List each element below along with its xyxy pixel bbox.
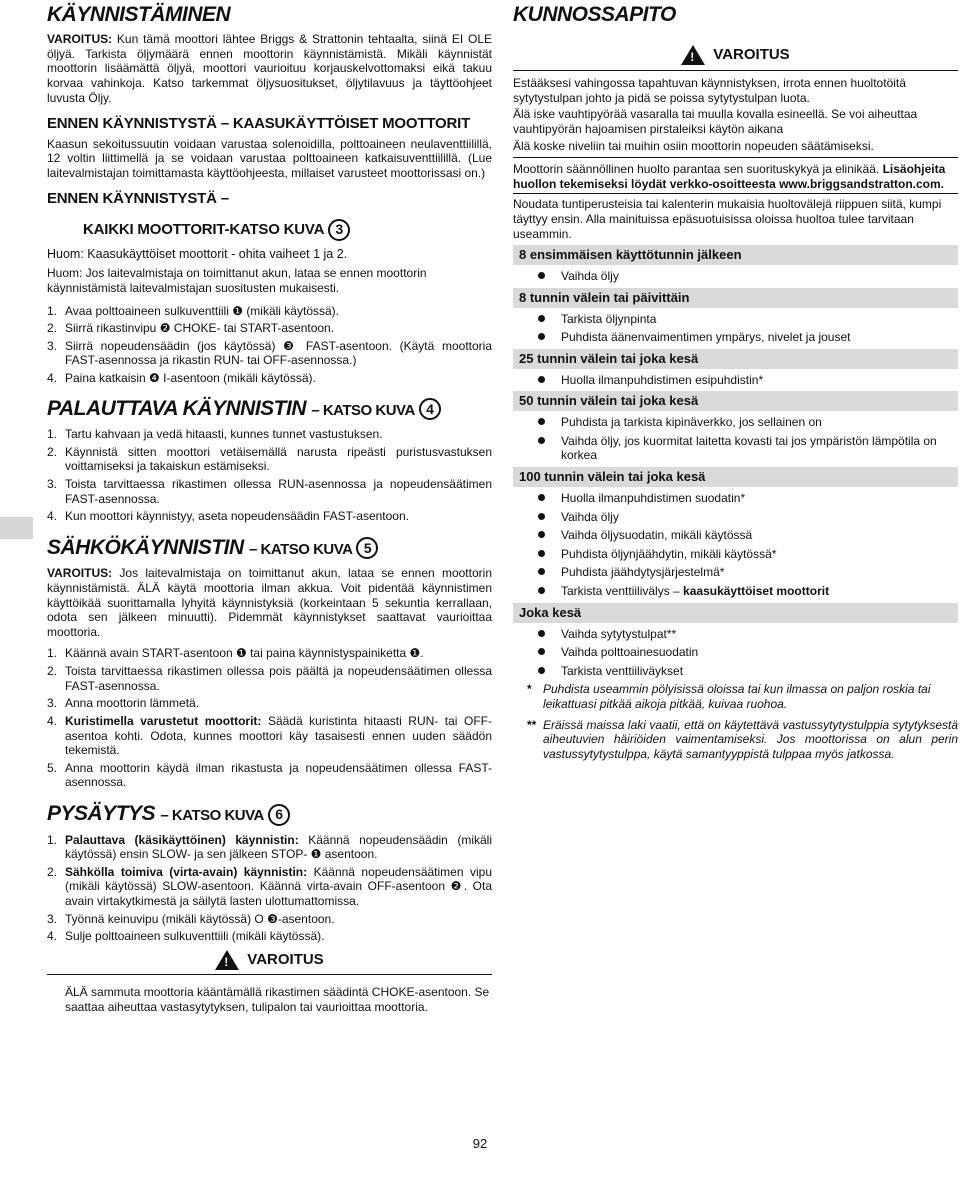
battery-note: Huom: Jos laitevalmistaja on toimittanut akun, lataa se ennen moottorin käynnistämistä laitevalmistajan suositusten mukaisesti. [47, 266, 427, 295]
stop-warning-box [47, 948, 492, 1014]
list-item: Huolla ilmanpuhdistimen suodatin* [513, 491, 958, 506]
maintenance-warning-title: ! VAROITUS [513, 43, 958, 67]
list-item: 3. Työnnä keinuvipu (mikäli käytössä) O ❸-asentoon. [47, 911, 335, 926]
all-engines-heading: KAIKKI MOOTTORIT-KATSO KUVA 3 [47, 219, 492, 241]
warning-line: Estääksesi vahingossa tapahtuvan käynnistyksen, irrota ennen huoltotöitä sytytystulpan johto ja pidä se poissa sytytystulpan luota. [513, 76, 906, 105]
list-item: Tarkista venttiilivälys – kaasukäyttöiset moottorit [513, 584, 958, 599]
list-item: 4. Kuristimella varustetut moottorit: Säädä kuristinta hitaasti RUN- tai OFF-asentoa kohti. Odota, kunnes moottori käy tasaisesti ennen uuden säädön tekemistä. [47, 713, 492, 758]
list-item: Puhdista äänenvaimentimen ympärys, nivelet ja jouset [513, 330, 958, 345]
list-item: 2. Toista tarvittaessa rikastimen ollessa pois päältä ja nopeudensäätimen ollessa FAST-asennossa. [47, 664, 492, 693]
figure-6-badge: 6 [268, 804, 290, 826]
schedule-heading: 25 tunnin välein tai joka kesä [513, 349, 958, 369]
warning-triangle-icon: ! [681, 45, 705, 65]
divider [513, 193, 958, 194]
maintenance-intro: Moottorin säännöllinen huolto parantaa sen suorituskykyä ja elinikää. Lisäohjeita huollon tekemiseksi löydät verkko-osoitteesta www.briggsandstratton.com. [513, 162, 946, 191]
footnote: ** Eräissä maissa laki vaatii, että on käytettävä vastussytytystulppia sytytyksestä aiheutuvien häiriöiden vaimentamiseksi. Jos moottorissa on alun perin vastussytytystulppa, käytä samantyyppistä tulppaa myös jatkossa. [527, 717, 958, 761]
list-item: Huolla ilmanpuhdistimen esipuhdistin* [513, 373, 958, 388]
list-item: Puhdista ja tarkista kipinäverkko, jos sellainen on [513, 415, 958, 430]
list-item: 1. Käännä avain START-asentoon ❶ tai paina käynnistyspainiketta ❶. [47, 646, 424, 661]
figure-4-badge: 4 [419, 398, 441, 420]
list-item: 4. Sulje polttoaineen sulkuventtiili (mikäli käytössä). [47, 929, 325, 944]
list-item: Puhdista öljynjäähdytin, mikäli käytössä* [513, 547, 958, 562]
list-item: Vaihda öljy [513, 510, 958, 525]
warning-line: Älä koske niveliin tai muihin osiin moottorin nopeuden säätämiseksi. [513, 138, 874, 153]
electric-starter-heading: SÄHKÖKÄYNNISTIN – KATSO KUVA 5 [47, 537, 492, 559]
schedule-heading: Joka kesä [513, 603, 958, 623]
stopping-heading: PYSÄYTYS – KATSO KUVA 6 [47, 803, 492, 825]
start-steps [47, 304, 492, 386]
list-item: 1. Palauttava (käsikäyttöinen) käynnistin: Käännä nopeudensäädin (mikäli käytössä) ensin SLOW- ja sen jälkeen STOP- ❶ asentoon. [47, 832, 493, 862]
before-start-gas-heading: ENNEN KÄYNNISTYSTÄ – KAASUKÄYTTÖISET MOOTTORIT [47, 115, 471, 133]
schedule-heading: 100 tunnin välein tai joka kesä [513, 467, 958, 487]
list-item: Tarkista öljynpinta [513, 312, 958, 327]
stop-warning-title: ! VAROITUS [47, 948, 492, 972]
starting-title: KÄYNNISTÄMINEN [47, 3, 231, 26]
chapter-tab-marker [0, 517, 33, 539]
figure-3-badge: 3 [328, 219, 350, 241]
list-item: Tarkista venttiiliväykset [513, 664, 958, 679]
list-item: Vaihda öljy, jos kuormitat laitetta kovasti tai jos ympäristön lämpötila on korkea [513, 434, 958, 463]
list-item: Vaihda sytytystulpat** [513, 627, 958, 642]
maintenance-schedule [513, 245, 958, 678]
stop-warning-text: ÄLÄ sammuta moottoria kääntämällä rikastimen säädintä CHOKE-asentoon. Se saattaa aiheuttaa vastasytytyksen, tulipalon tai vaurioittaa moottoria. [65, 984, 490, 1014]
list-item: 2. Käynnistä sitten moottori vetäisemällä narusta ripeästi puristusvastuksen voittamiseksi ja takaiskun estämiseksi. [47, 444, 492, 474]
list-item: Puhdista jäähdytysjärjestelmä* [513, 565, 958, 580]
page-number: 92 [472, 1136, 488, 1151]
list-item: 5. Anna moottorin käydä ilman rikastusta ja nopeudensäätimen ollessa FAST-asennossa. [47, 760, 492, 790]
before-start-gas-text: Kaasun sekoitussuutin voidaan varustaa solenoidilla, polttoaineen neulaventtiilillä, 12 voltin liittimellä ja se voidaan varustaa polttoaineen katkaisuventtiilillä. (Lue laitevalmistajan toimittamasta käyttöohjeesta, millaiset varusteet moottorissasi on.) [47, 136, 492, 180]
recoil-steps [47, 427, 492, 524]
right-column [513, 4, 958, 762]
starting-warning: VAROITUS: Kun tämä moottori lähtee Briggs & Strattonin tehtaalta, siinä EI OLE öljyä. Tarkista öljymäärä ennen moottorin käynnistämistä. Mikäli käynnistät moottorin lisäämättä öljyä, moottori vaurioituu korjauskelvottomaksi eikä takuu korvaa vahinkoja. Katso tarkemmat öljysuositukset, öljytilavuus ja täyttöohjeet luvusta Öljy. [47, 32, 492, 105]
maintenance-warning-box [513, 43, 958, 158]
left-column [47, 4, 492, 1014]
list-item: Vaihda polttoainesuodatin [513, 645, 958, 660]
list-item: 4. Kun moottori käynnistyy, aseta nopeudensäädin FAST-asentoon. [47, 509, 409, 524]
warning-line: Älä iske vauhtipyörää vasaralla tai muulla kovalla esineellä. Se voi aiheuttaa vauhtipyörän hajoamisen pirstaleiksi käytön aikana [513, 107, 918, 136]
list-item: 3. Siirrä nopeudensäädin (jos käytössä) ❸ FAST-asentoon. (Käytä moottoria FAST-asennossa ja rikastin RUN- tai OFF-asennossa.) [47, 338, 492, 368]
gas-note: Huom: Kaasukäyttöiset moottorit - ohita vaiheet 1 ja 2. [47, 247, 348, 262]
list-item: Vaihda öljy [513, 269, 958, 284]
footnote: * Puhdista useammin pölyisissä oloissa tai kun ilmassa on paljon roskia tai leikattuasi pitkää aikoja pitkää, kuivaa ruohoa. [527, 682, 931, 712]
list-item: Vaihda öljysuodatin, mikäli käytössä [513, 528, 958, 543]
schedule-heading: 8 tunnin välein tai päivittäin [513, 288, 958, 308]
before-start-heading: ENNEN KÄYNNISTYSTÄ – [47, 189, 229, 207]
list-item: 4. Paina katkaisin ❹ I-asentoon (mikäli käytössä). [47, 371, 316, 386]
schedule-heading: 50 tunnin välein tai joka kesä [513, 391, 958, 411]
stop-steps [47, 833, 492, 944]
list-item: 3. Anna moottorin lämmetä. [47, 696, 200, 711]
list-item: 3. Toista tarvittaessa rikastimen ollessa RUN-asennossa ja nopeudensäätimen FAST-asennossa. [47, 477, 492, 506]
warning-triangle-icon: ! [215, 950, 239, 970]
list-item: 2. Sähkölla toimiva (virta-avain) käynnistin: Käännä nopeudensäätimen vipu (mikäli käytössä) SLOW-asentoon. Käännä virta-avain OFF-asentoon ❷. Ota avain virtakytkimestä ja säilytä lasten ulottumattomissa. [47, 864, 492, 909]
list-item: 1. Avaa polttoaineen sulkuventtiili ❶ (mikäli käytössä). [47, 303, 339, 318]
recoil-starter-heading: PALAUTTAVA KÄYNNISTIN – KATSO KUVA 4 [47, 398, 492, 420]
electric-warning: VAROITUS: Jos laitevalmistaja on toimittanut akun, lataa se ennen moottorin käynnistämistä. ÄLÄ käytä moottoria ilman akkua. Voit pidentää käynnistimen käyttöikää suorittamalla lyhyitä käynnistyksiä (korkeintaan 5 sekuntia kerrallaan, odota sen jälkeen minuutti). Pidemmät käynnistykset saattavat vaurioittaa moottoria. [47, 566, 492, 639]
list-item: 2. Siirrä rikastinvipu ❷ CHOKE- tai START-asentoon. [47, 321, 335, 336]
schedule-heading: 8 ensimmäisen käyttötunnin jälkeen [513, 245, 958, 265]
list-item: 1. Tartu kahvaan ja vedä hitaasti, kunnes tunnet vastustuksen. [47, 427, 383, 442]
maintenance-title: KUNNOSSAPITO [513, 3, 676, 26]
electric-steps [47, 646, 492, 790]
maintenance-follow: Noudata tuntiperusteisia tai kalenterin mukaisia huoltovälejä riippuen siitä, kumpi täyttyy ensin. Alla mainituissa epäsuotuisissa oloissa huoltoa tulee tarvitaan useammin. [513, 197, 942, 241]
figure-5-badge: 5 [356, 537, 378, 559]
